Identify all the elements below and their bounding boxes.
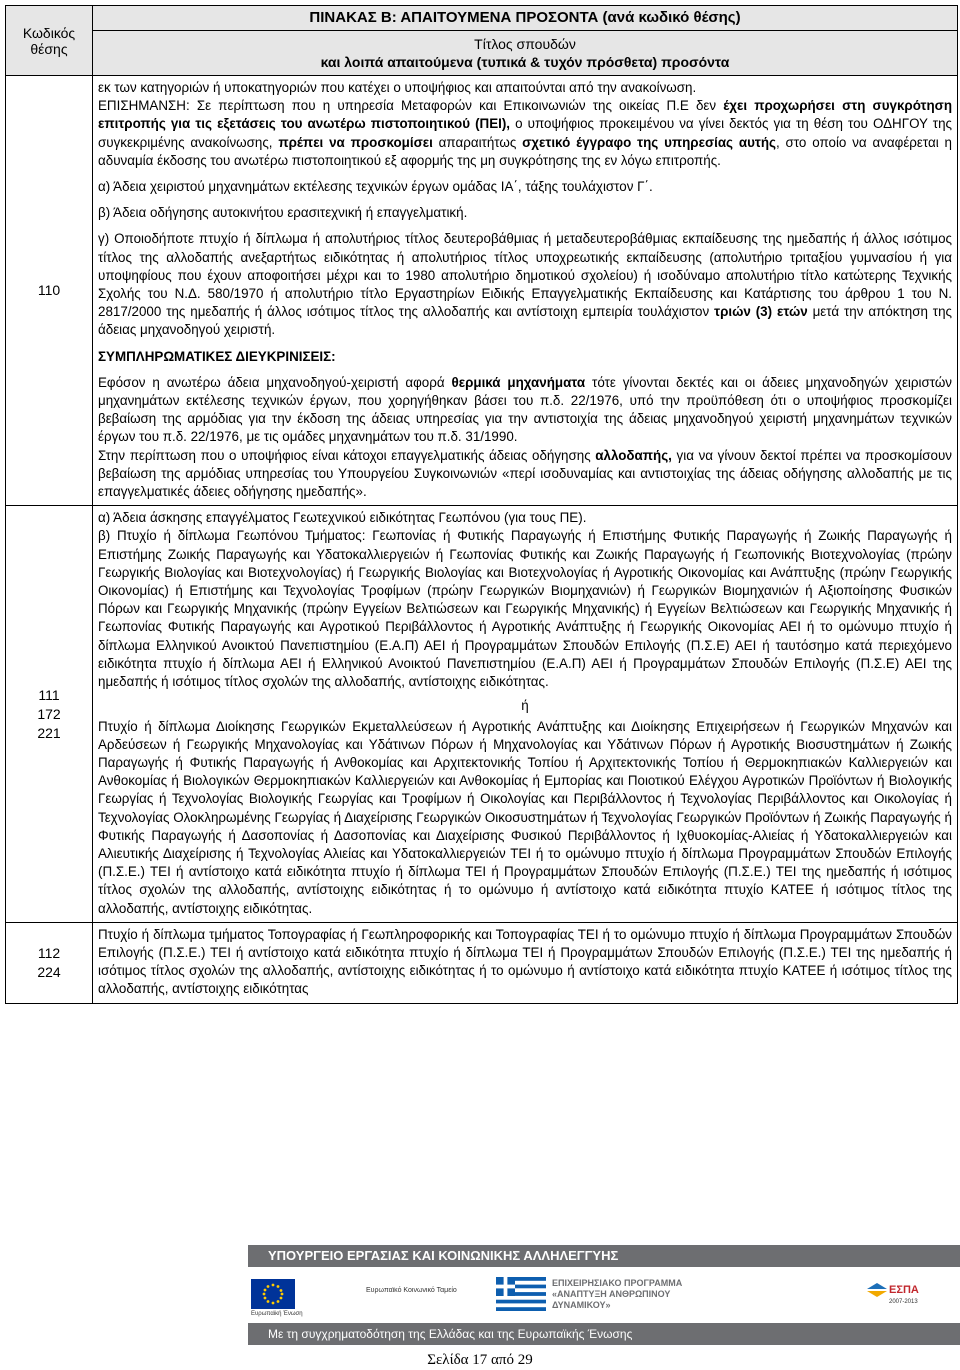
position-code: 111 172 221 — [6, 506, 93, 922]
fund-label: Ευρωπαϊκό Κοινωνικό Ταμείο — [366, 1287, 457, 1294]
espa-text: ΕΣΠΑ — [889, 1284, 919, 1296]
paragraph: εκ των κατηγοριών ή υποκατηγοριών που κατέχει ο υποψήφιος και απαιτούνται από την ανακοίνωση. — [98, 80, 697, 95]
requirements-112 — [93, 922, 958, 1003]
position-code: 110 — [6, 76, 93, 506]
ministry-name: ΥΠΟΥΡΓΕΙΟ ΕΡΓΑΣΙΑΣ ΚΑΙ ΚΟΙΝΩΝΙΚΗΣ ΑΛΛΗΛΕΓΓΥΗΣ — [248, 1245, 960, 1267]
requirement-alpha: α) Άδεια άσκησης επαγγέλματος Γεωτεχνικού ειδικότητας Γεωπόνου (για τους ΠΕ). — [98, 510, 587, 526]
cofinance-text: Με τη συγχρηματοδότηση της Ελλάδας και της Ευρωπαϊκής Ένωσης — [248, 1323, 960, 1345]
requirement-alpha: α) Άδεια χειριστού μηχανημάτων εκτέλεσης τεχνικών έργων ομάδας ΙΑ΄, τάξης τουλάχιστον Γ΄. — [98, 179, 653, 195]
supplementary-title: ΣΥΜΠΛΗΡΩΜΑΤΙΚΕΣ ΔΙΕΥΚΡΙΝΙΣΕΙΣ: — [98, 348, 336, 364]
requirement-degree: Πτυχίο ή δίπλωμα Διοίκησης Γεωργικών Εκμεταλλεύσεων ή Αγροτικής Ανάπτυξης και Διοίκησης Επιχειρήσεων ή Γεωργικών Μηχανών και Αρδεύσεων ή Γεωργικής Μηχανολογίας και Υδάτινων Πόρων ή Μηχανολογίας και Υδάτινων Πόρων ή Αγροτικής Βιοσυστημάτων ή Ζωικής Παραγωγής ή Φυτικής Παραγωγής ή Ανθοκομίας και Αρχιτεκτονικής Τοπίου ή Αρχιτεκτονικής Τοπίου ή Θερμοκηπιακών Καλλιεργειών και Ανθοκομίας ή Βιολογικών Θερμοκηπιακών Καλλιεργειών και Ανθοκομίας ή Εμπορίας και Ποιοτικού Ελέγχου Αγροτικών Προϊόντων ή Βιολογικής Γεωργίας ή Τεχνολογίας Βιολογικής Γεωργίας και Τροφίμων ή Οικολογίας και Περιβάλλοντος ή Τεχνολογίας Περιβάλλοντος και Οικολογίας ή Τεχνολογίας Ολοκληρωμένης Γεωργίας ή Διαχείρισης Γεωργικών Οικοσυστημάτων ή Τεχνολογίας Γεωργικών Προϊόντων ή Ζωικής Παραγωγής ή Φυτικής Παραγωγής ή Δασοπονίας ή Δασοπονίας και Διαχείρισης Φυσικού Περιβάλλοντος ή Ιχθυοκομίας-Αλιείας ή Υδατοκαλλιεργειών και Αλιευτικής Διαχείρισης ή Τεχνολογίας Αλιείας και Υδατοκαλλιεργειών ΤΕΙ ή το ομώνυμο πτυχίο ή δίπλωμα Προγραμμάτων Σπουδών Επιλογής (Π.Σ.Ε.) ΤΕΙ ή αντίστοιχο κατά ειδικότητα πτυχίο ή δίπλωμα ΤΕΙ ή Προγραμμάτων Σπουδών Επιλογής (Π.Σ.Ε.) ΤΕΙ της ημεδαπής ή ισότιμος τίτλος σχολών της αλλοδαπής, αντίστοιχης ειδικότητας ή το ομώνυμο ή αντίστοιχο κατά ειδικότητα πτυχίο ΚΑΤΕΕ ή ισότιμος τίτλος της αλλοδαπής, αντίστοιχης ειδικότητας. — [98, 718, 952, 916]
table-row — [6, 506, 958, 922]
espa-logo — [863, 1279, 921, 1313]
greek-flag-icon — [496, 1277, 546, 1311]
note-paragraph: ΕΠΙΣΗΜΑΝΣΗ: Σε περίπτωση που η υπηρεσία Μεταφορών και Επικοινωνιών της οικείας Π.Ε δεν έχει προχωρήσει στη συγκρότηση επιτροπής για τις εξετάσεις του ανωτέρω πιστοποιητικού (ΠΕΙ), ο υποψήφιος προκειμένου να γίνει δεκτός για τη θέση του ΟΔΗΓΟΥ της συγκεκριμένης ανακοίνωσης, πρέπει να προσκομίσει απαραιτήτως σχετικό έγγραφο της υπηρεσίας αυτής, στο οποίο να αναφέρεται η αδυναμία έκδοσης του ανωτέρω πιστοποιητικού εξ αφορμής της μη συγκρότησης της εν λόγω επιτροπής. — [98, 98, 953, 168]
programme-label: ΕΠΙΧΕΙΡΗΣΙΑΚΟ ΠΡΟΓΡΑΜΜΑ «ΑΝΑΠΤΥΞΗ ΑΝΘΡΩΠΙΝΟΥ ΔΥΝΑΜΙΚΟΥ» — [552, 1278, 683, 1310]
or-separator: ή — [521, 698, 529, 714]
table-row — [6, 76, 958, 506]
supplementary-paragraph: Στην περίπτωση που ο υποψήφιος είναι κάτοχοι επαγγελματικής άδειας οδήγησης αλλοδαπής, για να γίνουν δεκτοί πρέπει να προσκομίσουν βεβαίωση της αρμόδιας υπηρεσίας του Υπουργείου Συγκοινωνιών «περί ισοδυναμίας και αντιστοιχίας της άδειας οδήγησης αλλοδαπής με τις επαγγελματικές άδειες οδήγησης ημεδαπής». — [98, 447, 952, 500]
requirement-beta: β) Πτυχίο ή δίπλωμα Γεωπόνου Τμήματος: Γεωπονίας ή Φυτικής Παραγωγής ή Επιστήμης Φυτικής Παραγωγής ή Ζωικής Παραγωγής ή Επιστήμης Ζωικής Παραγωγής και Υδατοκαλλιεργειών ή Γεωπονίας Φυτικής και Ζωικής Παραγωγής ή Γεωπονικής Βιοτεχνολογίας (πρώην Γεωργικής Βιολογίας και Βιοτεχνολογίας) ή Γεωργικής Βιολογίας και Βιοτεχνολογίας ή Αγροτικής Οικονομίας και Ανάπτυξης (πρώην Γεωργικής Οικονομίας) ή Επιστήμης και Τεχνολογίας Τροφίμων (πρώην Γεωργικών Βιομηχανιών) ή Γεωργικών Βιομηχανιών ή Αξιοποίησης Φυσικών Πόρων και Γεωργικής Μηχανικής (πρώην Εγγείων Βελτιώσεων και Γεωργικής Μηχανικής) ή Εγγείων Βελτιώσεων και Γεωργικής Μηχανικής ή Γεωπονίας Φυτικής Παραγωγής και Αγροτικού Περιβάλλοντος ή Αγροτικής Ανάπτυξης ή Γεωργικής Οικονομίας ΑΕΙ ή το ομώνυμο πτυχίο ή δίπλωμα Ελληνικού Ανοικτού Πανεπιστημίου (Ε.Α.Π) ΑΕΙ ή Προγραμμάτων Σπουδών Επιλογής (Π.Σ.Ε) ΑΕΙ ή ταυτόσημο κατά περιεχόμενο ειδικότητα πτυχίο ή δίπλωμα ΑΕΙ ή Ελληνικού Ανοικτού Πανεπιστημίου (Ε.Α.Π) ΑΕΙ ή Προγραμμάτων Σπουδών Επιλογής (Π.Σ.Ε) ΑΕΙ της ημεδαπής ή ισότιμος τίτλος σχολών της αλλοδαπής, αντίστοιχης ειδικότητας. — [98, 528, 952, 690]
eu-label: Ευρωπαϊκή Ένωση — [251, 1311, 303, 1317]
logos-strip — [248, 1267, 960, 1323]
table-title: ΠΙΝΑΚΑΣ Β: ΑΠΑΙΤΟΥΜΕΝΑ ΠΡΟΣΟΝΤΑ (ανά κωδικό θέσης) — [93, 6, 958, 31]
qualifications-table — [5, 5, 958, 1004]
requirement-gamma: γ) Οποιοδήποτε πτυχίο ή δίπλωμα ή απολυτήριος τίτλος δευτεροβάθμιας ή μεταδευτεροβάθμιας εκπαίδευσης της ημεδαπής ή άλλος ισότιμος τίτλος της αλλοδαπής ανεξαρτήτως ειδικότητας ή απολυτήριος τίτλος υποχρεωτικής εκπαίδευσης (απολυτήριο τριταξίου γυμνασίου ή για υποψηφίους που έχουν αποφοιτήσει μέχρι και το 1980 απολυτήριο δημοτικού σχολείου) ή ισοδύναμο απολυτήριο τίτλο κατώτερης Τεχνικής Σχολής του Ν.Δ. 580/1970 ή απολυτήριο τίτλο Εργαστηρίων Ειδικής Επαγγελματικής Εκπαίδευσης και Κατάρτισης του άρθρου 1 του Ν. 2817/2000 της ημεδαπής ή άλλος ισότιμος τίτλος της αλλοδαπής και αντίστοιχη εμπειρία τουλάχιστον τριών (3) ετών μετά την απόκτηση της άδειας μηχανοδηγού χειριστή. — [98, 231, 952, 338]
eu-flag-icon — [251, 1279, 295, 1309]
supplementary-paragraph: Εφόσον η ανωτέρω άδεια μηχανοδηγού-χειριστή αφορά θερμικά μηχανήματα τότε γίνονται δεκτές και οι άδειες μηχανοδηγών χειριστών μηχανημάτων εκτέλεσης τεχνικών έργων, που χορηγήθηκαν βάσει του π.δ. 22/1976, υπό την προϋπόθεση ότι ο υποψήφιος προσκομίζει βεβαίωση της αρμόδιας για την έκδοση της άδειας υπηρεσίας για την αντιστοιχία της άδειας μηχανοδηγού χειριστή μηχανημάτων τεχνικών έργων του π.δ. 22/1976, με τις ομάδες μηχανημάτων του π.δ. 31/1990. — [98, 374, 952, 445]
desc-header-line1: Τίτλος σπουδών — [474, 36, 576, 52]
requirement-beta: β) Άδεια οδήγησης αυτοκινήτου ερασιτεχνική ή επαγγελματική. — [98, 205, 468, 221]
requirements-110 — [93, 76, 958, 506]
requirements-111 — [93, 506, 958, 922]
espa-years: 2007-2013 — [889, 1299, 918, 1305]
code-column-header: Κωδικός θέσης — [6, 6, 93, 76]
position-code: 112 224 — [6, 922, 93, 1003]
page-number: Σελίδα 17 από 29 — [427, 1352, 533, 1368]
desc-column-header — [93, 31, 958, 76]
requirement-degree: Πτυχίο ή δίπλωμα τμήματος Τοπογραφίας ή Γεωπληροφορικής και Τοπογραφίας ΤΕΙ ή το ομώνυμο πτυχίο ή δίπλωμα Προγραμμάτων Σπουδών Επιλογής (Π.Σ.Ε.) ΤΕΙ ή αντίστοιχο κατά ειδικότητα πτυχίο ή δίπλωμα ΤΕΙ ή Προγραμμάτων Σπουδών Επιλογής (Π.Σ.Ε.) ΤΕΙ της ημεδαπής ή ισότιμος τίτλος σχολών της αλλοδαπής, αντίστοιχης ειδικότητας ή το ομώνυμο ή αντίστοιχο κατά ειδικότητα πτυχίο ΚΑΤΕΕ ή ισότιμος τίτλος της αλλοδαπής, αντίστοιχης ειδικότητας — [98, 926, 952, 997]
desc-header-line2: και λοιπά απαιτούμενα (τυπικά & τυχόν πρόσθετα) προσόντα — [320, 54, 730, 70]
table-row — [6, 922, 958, 1003]
